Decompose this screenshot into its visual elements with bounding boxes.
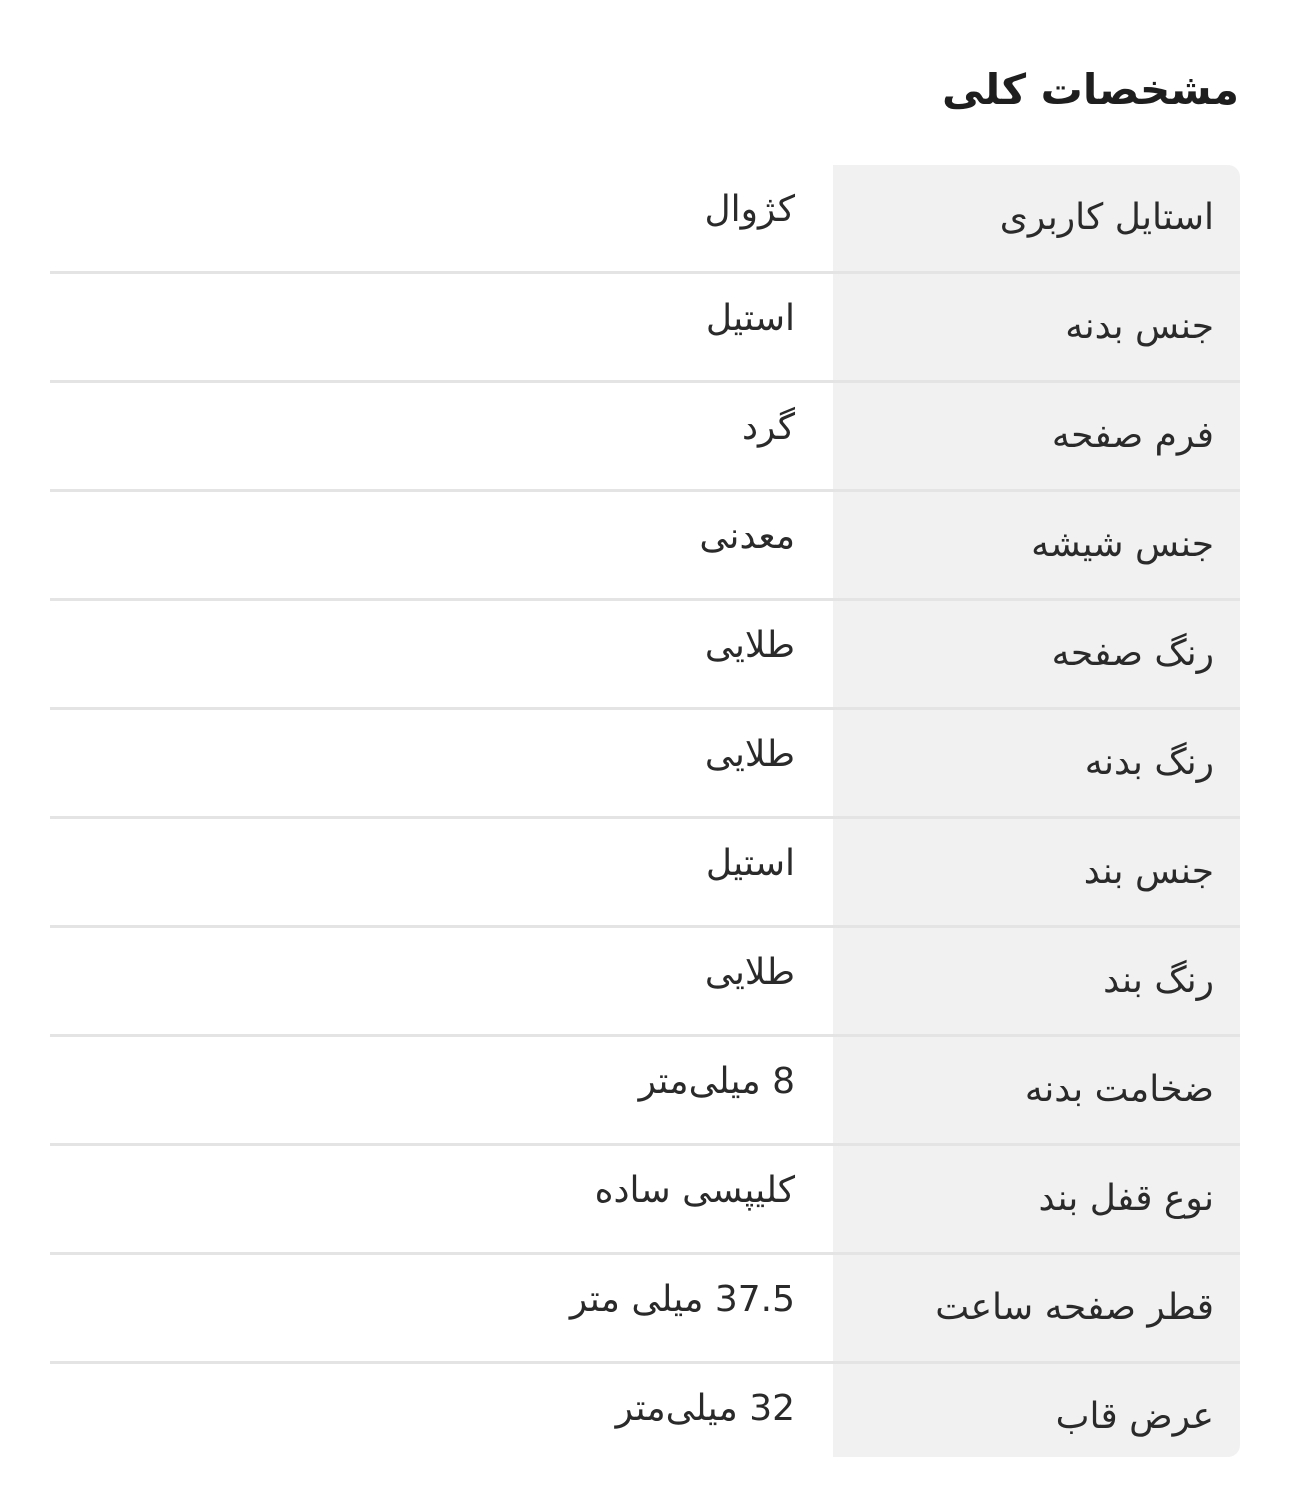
spec-label: جنس بدنه: [1065, 306, 1214, 347]
spec-label: قطر صفحه ساعت: [935, 1287, 1214, 1328]
specs-table: [50, 165, 1240, 1470]
spec-value: 8 میلی‌متر: [638, 1061, 795, 1102]
spec-row: [50, 1037, 1240, 1146]
spec-value: طلایی: [704, 734, 795, 775]
spec-value: استیل: [705, 298, 795, 339]
specs-rows: [50, 165, 1240, 1470]
spec-row: [50, 274, 1240, 383]
spec-row: [50, 819, 1240, 928]
spec-label: ضخامت بدنه: [1024, 1069, 1214, 1110]
spec-label: رنگ بند: [1103, 960, 1214, 1001]
spec-value: استیل: [705, 843, 795, 884]
spec-value: 32 میلی‌متر: [615, 1388, 795, 1429]
spec-value: معدنی: [699, 516, 795, 557]
spec-row: [50, 1146, 1240, 1255]
spec-label: استایل کاربری: [999, 197, 1214, 238]
spec-row: [50, 928, 1240, 1037]
spec-row: [50, 1364, 1240, 1470]
spec-row: [50, 492, 1240, 601]
spec-row: [50, 710, 1240, 819]
spec-value: کژوال: [704, 189, 795, 230]
spec-value: طلایی: [704, 625, 795, 666]
spec-label: جنس بند: [1083, 851, 1214, 892]
spec-value: طلایی: [704, 952, 795, 993]
spec-value: کلیپسی ساده: [594, 1170, 795, 1211]
spec-row: [50, 1255, 1240, 1364]
section-title: مشخصات کلی: [941, 65, 1239, 114]
spec-label: رنگ صفحه: [1051, 633, 1214, 674]
spec-value: گرد: [741, 407, 795, 448]
spec-row: [50, 165, 1240, 274]
spec-row: [50, 383, 1240, 492]
spec-label: نوع قفل بند: [1038, 1178, 1214, 1219]
spec-label: رنگ بدنه: [1084, 742, 1214, 783]
spec-label: عرض قاب: [1055, 1396, 1214, 1437]
spec-label: فرم صفحه: [1051, 415, 1214, 456]
spec-row: [50, 601, 1240, 710]
spec-label: جنس شیشه: [1031, 524, 1214, 565]
spec-value: 37.5 میلی متر: [569, 1279, 795, 1320]
